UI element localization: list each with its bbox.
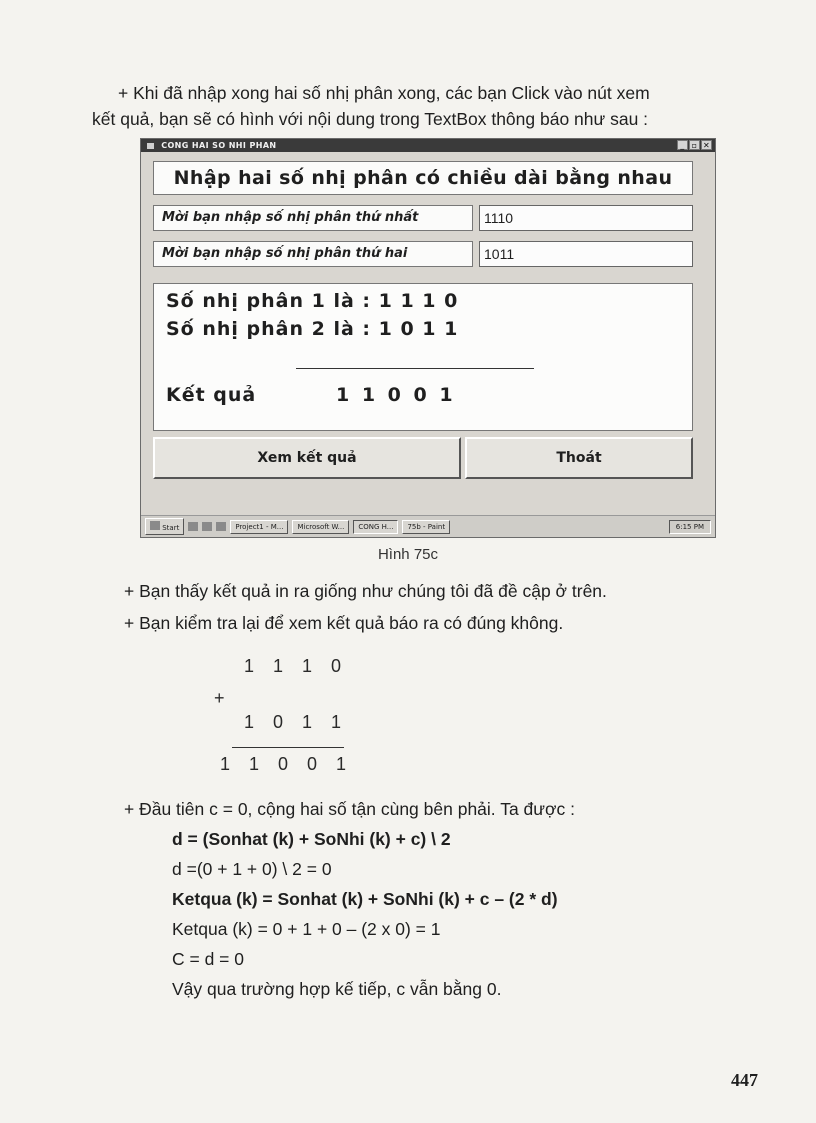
calc-plus-sign: + bbox=[214, 688, 225, 708]
window-titlebar bbox=[141, 139, 715, 152]
form-heading: Nhập hai số nhị phân có chiều dài bằng nhau bbox=[153, 161, 693, 195]
close-button[interactable]: ✕ bbox=[702, 141, 711, 150]
explanation-line: + Đầu tiên c = 0, cộng hai số tận cùng bên phải. Ta được : bbox=[124, 799, 575, 819]
carry-assignment: C = d = 0 bbox=[172, 949, 244, 969]
label-first-binary: Mời bạn nhập số nhị phân thứ nhất bbox=[153, 205, 473, 231]
second-binary-input[interactable]: 1011 bbox=[479, 241, 693, 267]
minimize-button[interactable]: _ bbox=[677, 140, 688, 150]
result-line-2: Số nhị phân 2 là : 1 0 1 1 bbox=[166, 318, 459, 340]
formula-ketqua: Ketqua (k) = Sonhat (k) + SoNhi (k) + c – (2 * d) bbox=[172, 889, 558, 909]
calc-result: 1 1 0 0 1 bbox=[220, 754, 354, 774]
calc-d: d =(0 + 1 + 0) \ 2 = 0 bbox=[172, 859, 332, 879]
windows-taskbar bbox=[141, 515, 715, 537]
taskbar-item[interactable]: Project1 - M... bbox=[230, 520, 288, 534]
taskbar-item[interactable]: CONG H... bbox=[353, 520, 398, 534]
window-title: CONG HAI SO NHI PHAN bbox=[161, 141, 277, 150]
exit-button[interactable]: Thoát bbox=[465, 437, 693, 479]
app-icon bbox=[147, 143, 154, 149]
windows-logo-icon bbox=[150, 521, 160, 530]
taskbar-item[interactable]: 75b - Paint bbox=[402, 520, 450, 534]
explanation-block bbox=[124, 794, 575, 1004]
page-number: 447 bbox=[731, 1070, 758, 1090]
paragraph-2: + Bạn kiểm tra lại để xem kết quả báo ra có đúng không. bbox=[124, 613, 564, 633]
intro-line-2: kết quả, bạn sẽ có hình với nội dung trong TextBox thông báo như sau : bbox=[92, 109, 649, 129]
sum-divider bbox=[296, 368, 534, 369]
first-binary-input[interactable]: 1110 bbox=[479, 205, 693, 231]
calc-operand-2: 1 0 1 1 bbox=[244, 712, 349, 732]
paragraph-1: + Bạn thấy kết quả in ra giống như chúng tôi đã đề cập ở trên. bbox=[124, 581, 607, 601]
system-clock: 6:15 PM bbox=[669, 520, 711, 534]
result-textbox[interactable] bbox=[153, 283, 693, 431]
calc-divider bbox=[232, 747, 344, 748]
intro-paragraph bbox=[92, 80, 772, 132]
result-line-1: Số nhị phân 1 là : 1 1 1 0 bbox=[166, 290, 459, 312]
label-second-binary: Mời bạn nhập số nhị phân thứ hai bbox=[153, 241, 473, 267]
start-label: Start bbox=[162, 524, 180, 532]
taskbar-item[interactable]: Microsoft W... bbox=[292, 520, 349, 534]
result-label: Kết quả bbox=[166, 384, 257, 406]
figure-caption: Hình 75c bbox=[377, 546, 439, 563]
app-window-screenshot bbox=[140, 138, 716, 538]
maximize-button[interactable]: ▫ bbox=[689, 140, 700, 150]
conclusion-line: Vậy qua trường hợp kế tiếp, c vẫn bằng 0. bbox=[172, 979, 502, 999]
calc-ketqua: Ketqua (k) = 0 + 1 + 0 – (2 x 0) = 1 bbox=[172, 919, 441, 939]
view-result-button[interactable]: Xem kết quả bbox=[153, 437, 461, 479]
intro-line-1: + Khi đã nhập xong hai số nhị phân xong, các bạn Click vào nút xem bbox=[118, 83, 650, 103]
calc-operand-1: 1 1 1 0 bbox=[244, 656, 349, 676]
start-button[interactable] bbox=[145, 518, 184, 535]
quicklaunch-icon[interactable] bbox=[188, 522, 198, 531]
formula-d: d = (Sonhat (k) + SoNhi (k) + c) \ 2 bbox=[172, 829, 451, 849]
quicklaunch-icon[interactable] bbox=[202, 522, 212, 531]
quicklaunch-icon[interactable] bbox=[216, 522, 226, 531]
result-value: 1 1 0 0 1 bbox=[336, 384, 456, 406]
